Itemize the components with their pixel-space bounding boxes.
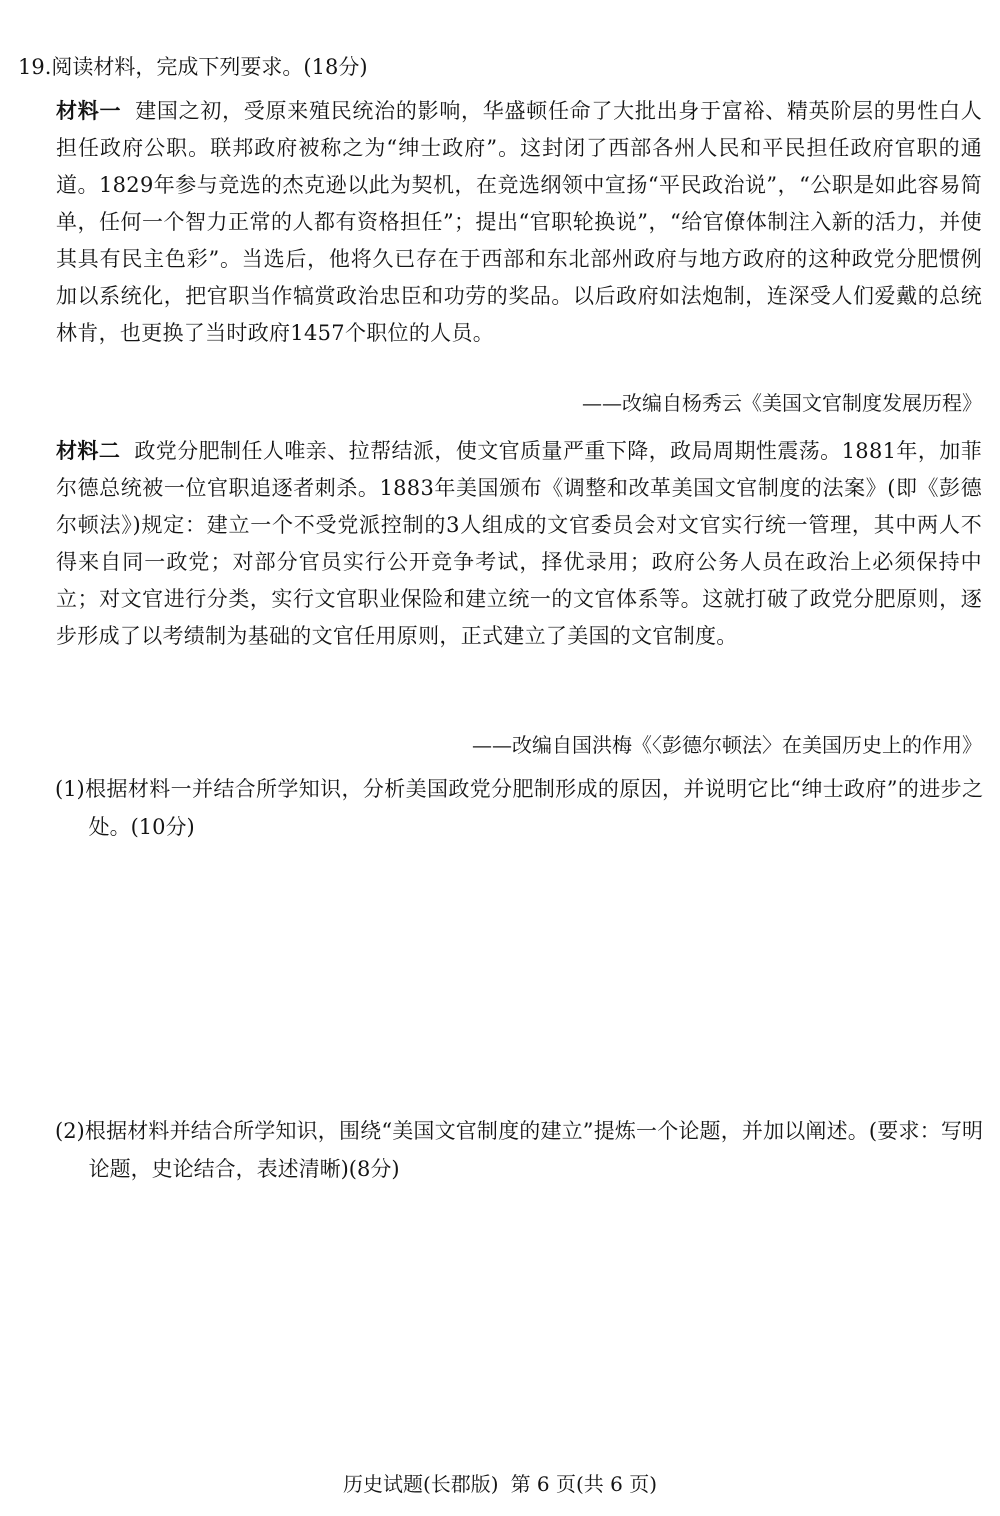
footer-page-number: 第 6 页(共 6 页) — [510, 1472, 658, 1496]
question-number: 19. — [18, 55, 52, 79]
question-header — [18, 52, 368, 82]
sub-question-1: (1)根据材料一并结合所学知识，分析美国政党分肥制形成的原因，并说明它比“绅士政府”的进步之处。(10分) — [55, 777, 983, 839]
footer-subject: 历史试题(长郡版) — [342, 1472, 499, 1496]
material-one-label: 材料一 — [56, 98, 122, 123]
sub-question-2: (2)根据材料并结合所学知识，围绕“美国文官制度的建立”提炼一个论题，并加以阐述。(要求：写明论题，史论结合，表述清晰)(8分) — [55, 1119, 983, 1181]
material-one-source: ——改编自杨秀云《美国文官制度发展历程》 — [582, 391, 982, 415]
material-one — [56, 92, 982, 352]
material-one-text: 建国之初，受原来殖民统治的影响，华盛顿任命了大批出身于富裕、精英阶层的男性白人担任政府公职。联邦政府被称之为“绅士政府”。这封闭了西部各州人民和平民担任政府官职的通道。1829年参与竞选的杰克逊以此为契机，在竞选纲领中宣扬“平民政治说”，“公职是如此容易简单，任何一个智力正常的人都有资格担任”；提出“官职轮换说”，“给官僚体制注入新的活力，并使其具有民主色彩”。当选后，他将久已存在于西部和东北部州政府与地方政府的这种政党分肥惯例加以系统化，把官职当作犒赏政治忠臣和功劳的奖品。以后政府如法炮制，连深受人们爱戴的总统林肯，也更换了当时政府1457个职位的人员。 — [56, 99, 983, 345]
question-prompt: 阅读材料，完成下列要求。(18分) — [51, 55, 368, 79]
material-two-source: ——改编自国洪梅《〈彭德尔顿法〉在美国历史上的作用》 — [472, 733, 982, 757]
material-two — [56, 432, 982, 655]
material-two-text: 政党分肥制任人唯亲、拉帮结派，使文官质量严重下降，政局周期性震荡。1881年，加菲尔德总统被一位官职追逐者刺杀。1883年美国颁布《调整和改革美国文官制度的法案》(即《彭德尔顿法》)规定：建立一个不受党派控制的3人组成的文官委员会对文官实行统一管理，其中两人不得来自同一政党；对部分官员实行公开竞争考试，择优录用；政府公务人员在政治上必须保持中立；对文官进行分类，实行文官职业保险和建立统一的文官体系等。这就打破了政党分肥原则，逐步形成了以考绩制为基础的文官任用原则，正式建立了美国的文官制度。 — [56, 439, 982, 648]
page-footer — [0, 1470, 1000, 1498]
material-two-label: 材料二 — [56, 438, 121, 463]
